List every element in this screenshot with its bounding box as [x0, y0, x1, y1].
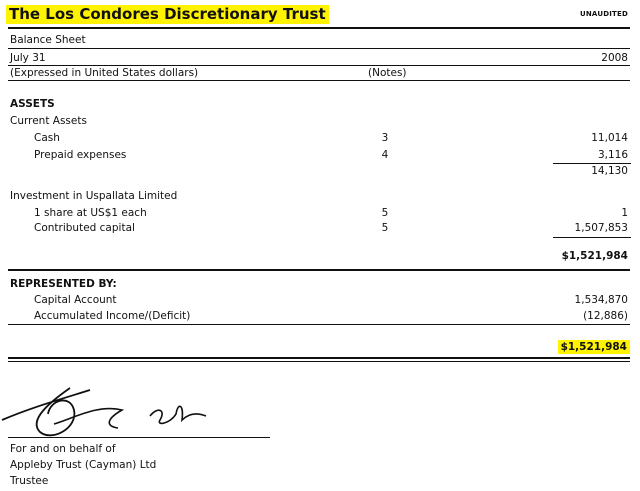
assets-bottom-rule	[8, 269, 630, 271]
trustee-signature	[0, 380, 300, 442]
header-bottom-rule	[8, 80, 630, 81]
cash-label: Cash	[34, 132, 60, 144]
cash-note: 3	[381, 132, 389, 144]
signatory-line-2: Appleby Trust (Cayman) Ltd	[10, 459, 157, 471]
current-assets-total: 14,130	[591, 165, 628, 177]
share-label: 1 share at US$1 each	[34, 207, 147, 219]
unaudited-label: UNAUDITED	[579, 10, 628, 18]
statement-name: Balance Sheet	[10, 34, 86, 46]
assets-heading: ASSETS	[10, 98, 55, 110]
final-double-rule-top	[8, 357, 630, 359]
document-title: The Los Condores Discretionary Trust	[6, 5, 329, 24]
accumulated-label: Accumulated Income/(Deficit)	[34, 310, 191, 322]
total-assets: $1,521,984	[561, 250, 628, 262]
currency-note: (Expressed in United States dollars)	[10, 67, 199, 79]
contributed-label: Contributed capital	[34, 222, 135, 234]
accumulated-value: (12,886)	[583, 310, 628, 322]
current-assets-heading: Current Assets	[10, 115, 87, 127]
assets-sum-line	[553, 237, 631, 238]
cash-value: 11,014	[591, 132, 628, 144]
notes-column-header: (Notes)	[368, 67, 407, 79]
investment-heading: Investment in Uspallata Limited	[10, 190, 178, 202]
total-represented-wrap	[558, 341, 630, 353]
prepaid-label: Prepaid expenses	[34, 149, 127, 161]
period-date: July 31	[10, 52, 46, 64]
signatory-line-1: For and on behalf of	[10, 443, 116, 455]
capital-account-value: 1,534,870	[574, 294, 628, 306]
contributed-note: 5	[381, 222, 389, 234]
period-year: 2008	[601, 52, 628, 64]
final-double-rule-bottom	[8, 361, 630, 362]
prepaid-note: 4	[381, 149, 389, 161]
capital-account-label: Capital Account	[34, 294, 117, 306]
signature-line	[8, 437, 270, 438]
statement-rule	[8, 48, 630, 49]
title-rule	[8, 27, 630, 29]
contributed-value: 1,507,853	[574, 222, 628, 234]
prepaid-value: 3,116	[597, 149, 628, 161]
current-assets-sum-line	[553, 163, 631, 164]
period-rule	[8, 65, 630, 66]
represented-bottom-rule	[8, 324, 630, 325]
represented-heading: REPRESENTED BY:	[10, 278, 117, 290]
total-represented: $1,521,984	[558, 340, 630, 354]
share-value: 1	[621, 207, 628, 219]
signatory-line-3: Trustee	[10, 475, 49, 487]
share-note: 5	[381, 207, 389, 219]
